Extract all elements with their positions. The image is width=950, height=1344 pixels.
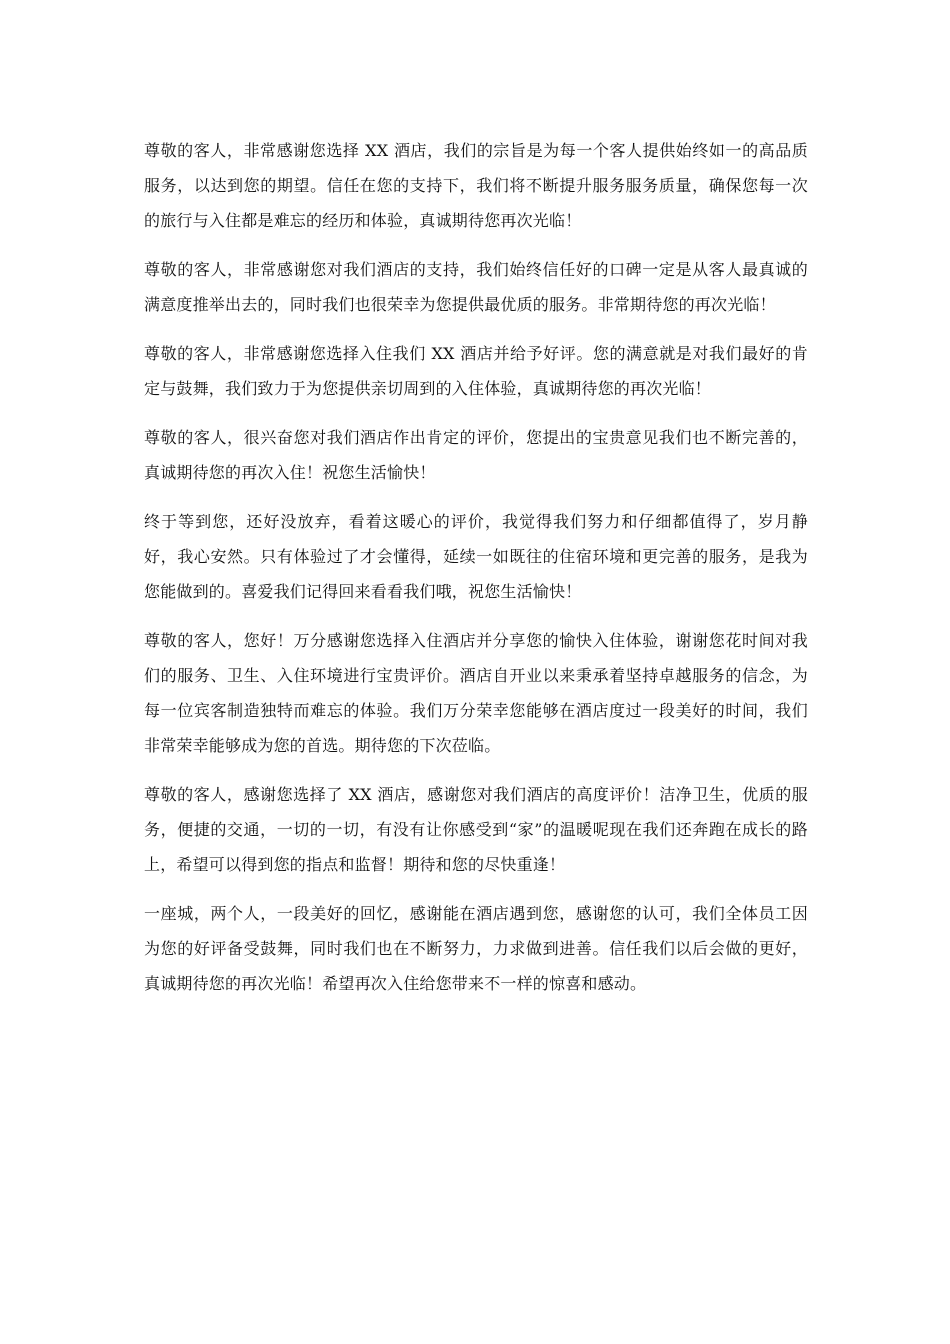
paragraph-7: 尊敬的客人，感谢您选择了 XX 酒店，感谢您对我们酒店的高度评价！洁净卫生，优质的服务，便捷的交通，一切的一切，有没有让你感受到“家”的温暖呢现在我们还奔跑在成长的路上，希望可以得到您的指点和监督！期待和您的尽快重逢！ <box>144 785 808 874</box>
paragraph-8: 一座城，两个人，一段美好的回忆，感谢能在酒店遇到您，感谢您的认可，我们全体员工因为您的好评备受鼓舞，同时我们也在不断努力，力求做到进善。信任我们以后会做的更好，真诚期待您的再次光临！希望再次入住给您带来不一样的惊喜和感动。 <box>144 904 808 993</box>
paragraph-4: 尊敬的客人，很兴奋您对我们酒店作出肯定的评价，您提出的宝贵意见我们也不断完善的，真诚期待您的再次入住！祝您生活愉快！ <box>144 428 808 482</box>
paragraph-3: 尊敬的客人，非常感谢您选择入住我们 XX 酒店并给予好评。您的满意就是对我们最好的肯定与鼓舞，我们致力于为您提供亲切周到的入住体验，真诚期待您的再次光临！ <box>144 344 808 398</box>
paragraph-2: 尊敬的客人，非常感谢您对我们酒店的支持，我们始终信任好的口碑一定是从客人最真诚的满意度推举出去的，同时我们也很荣幸为您提供最优质的服务。非常期待您的再次光临！ <box>144 260 808 314</box>
paragraph-5: 终于等到您，还好没放弃，看着这暖心的评价，我觉得我们努力和仔细都值得了，岁月静好，我心安然。只有体验过了才会懂得，延续一如既往的住宿环境和更完善的服务，是我为您能做到的。喜爱我们记得回来看看我们哦，祝您生活愉快！ <box>144 512 808 601</box>
paragraph-6: 尊敬的客人，您好！万分感谢您选择入住酒店并分享您的愉快入住体验，谢谢您花时间对我们的服务、卫生、入住环境进行宝贵评价。酒店自开业以来秉承着坚持卓越服务的信念，为每一位宾客制造独特而难忘的体验。我们万分荣幸您能够在酒店度过一段美好的时间，我们非常荣幸能够成为您的首选。期待您的下次莅临。 <box>144 631 808 755</box>
document-body <box>144 133 808 1015</box>
paragraph-1: 尊敬的客人，非常感谢您选择 XX 酒店，我们的宗旨是为每一个客人提供始终如一的高品质服务，以达到您的期望。信任在您的支持下，我们将不断提升服务服务质量，确保您每一次的旅行与入住都是难忘的经历和体验，真诚期待您再次光临！ <box>144 141 808 230</box>
